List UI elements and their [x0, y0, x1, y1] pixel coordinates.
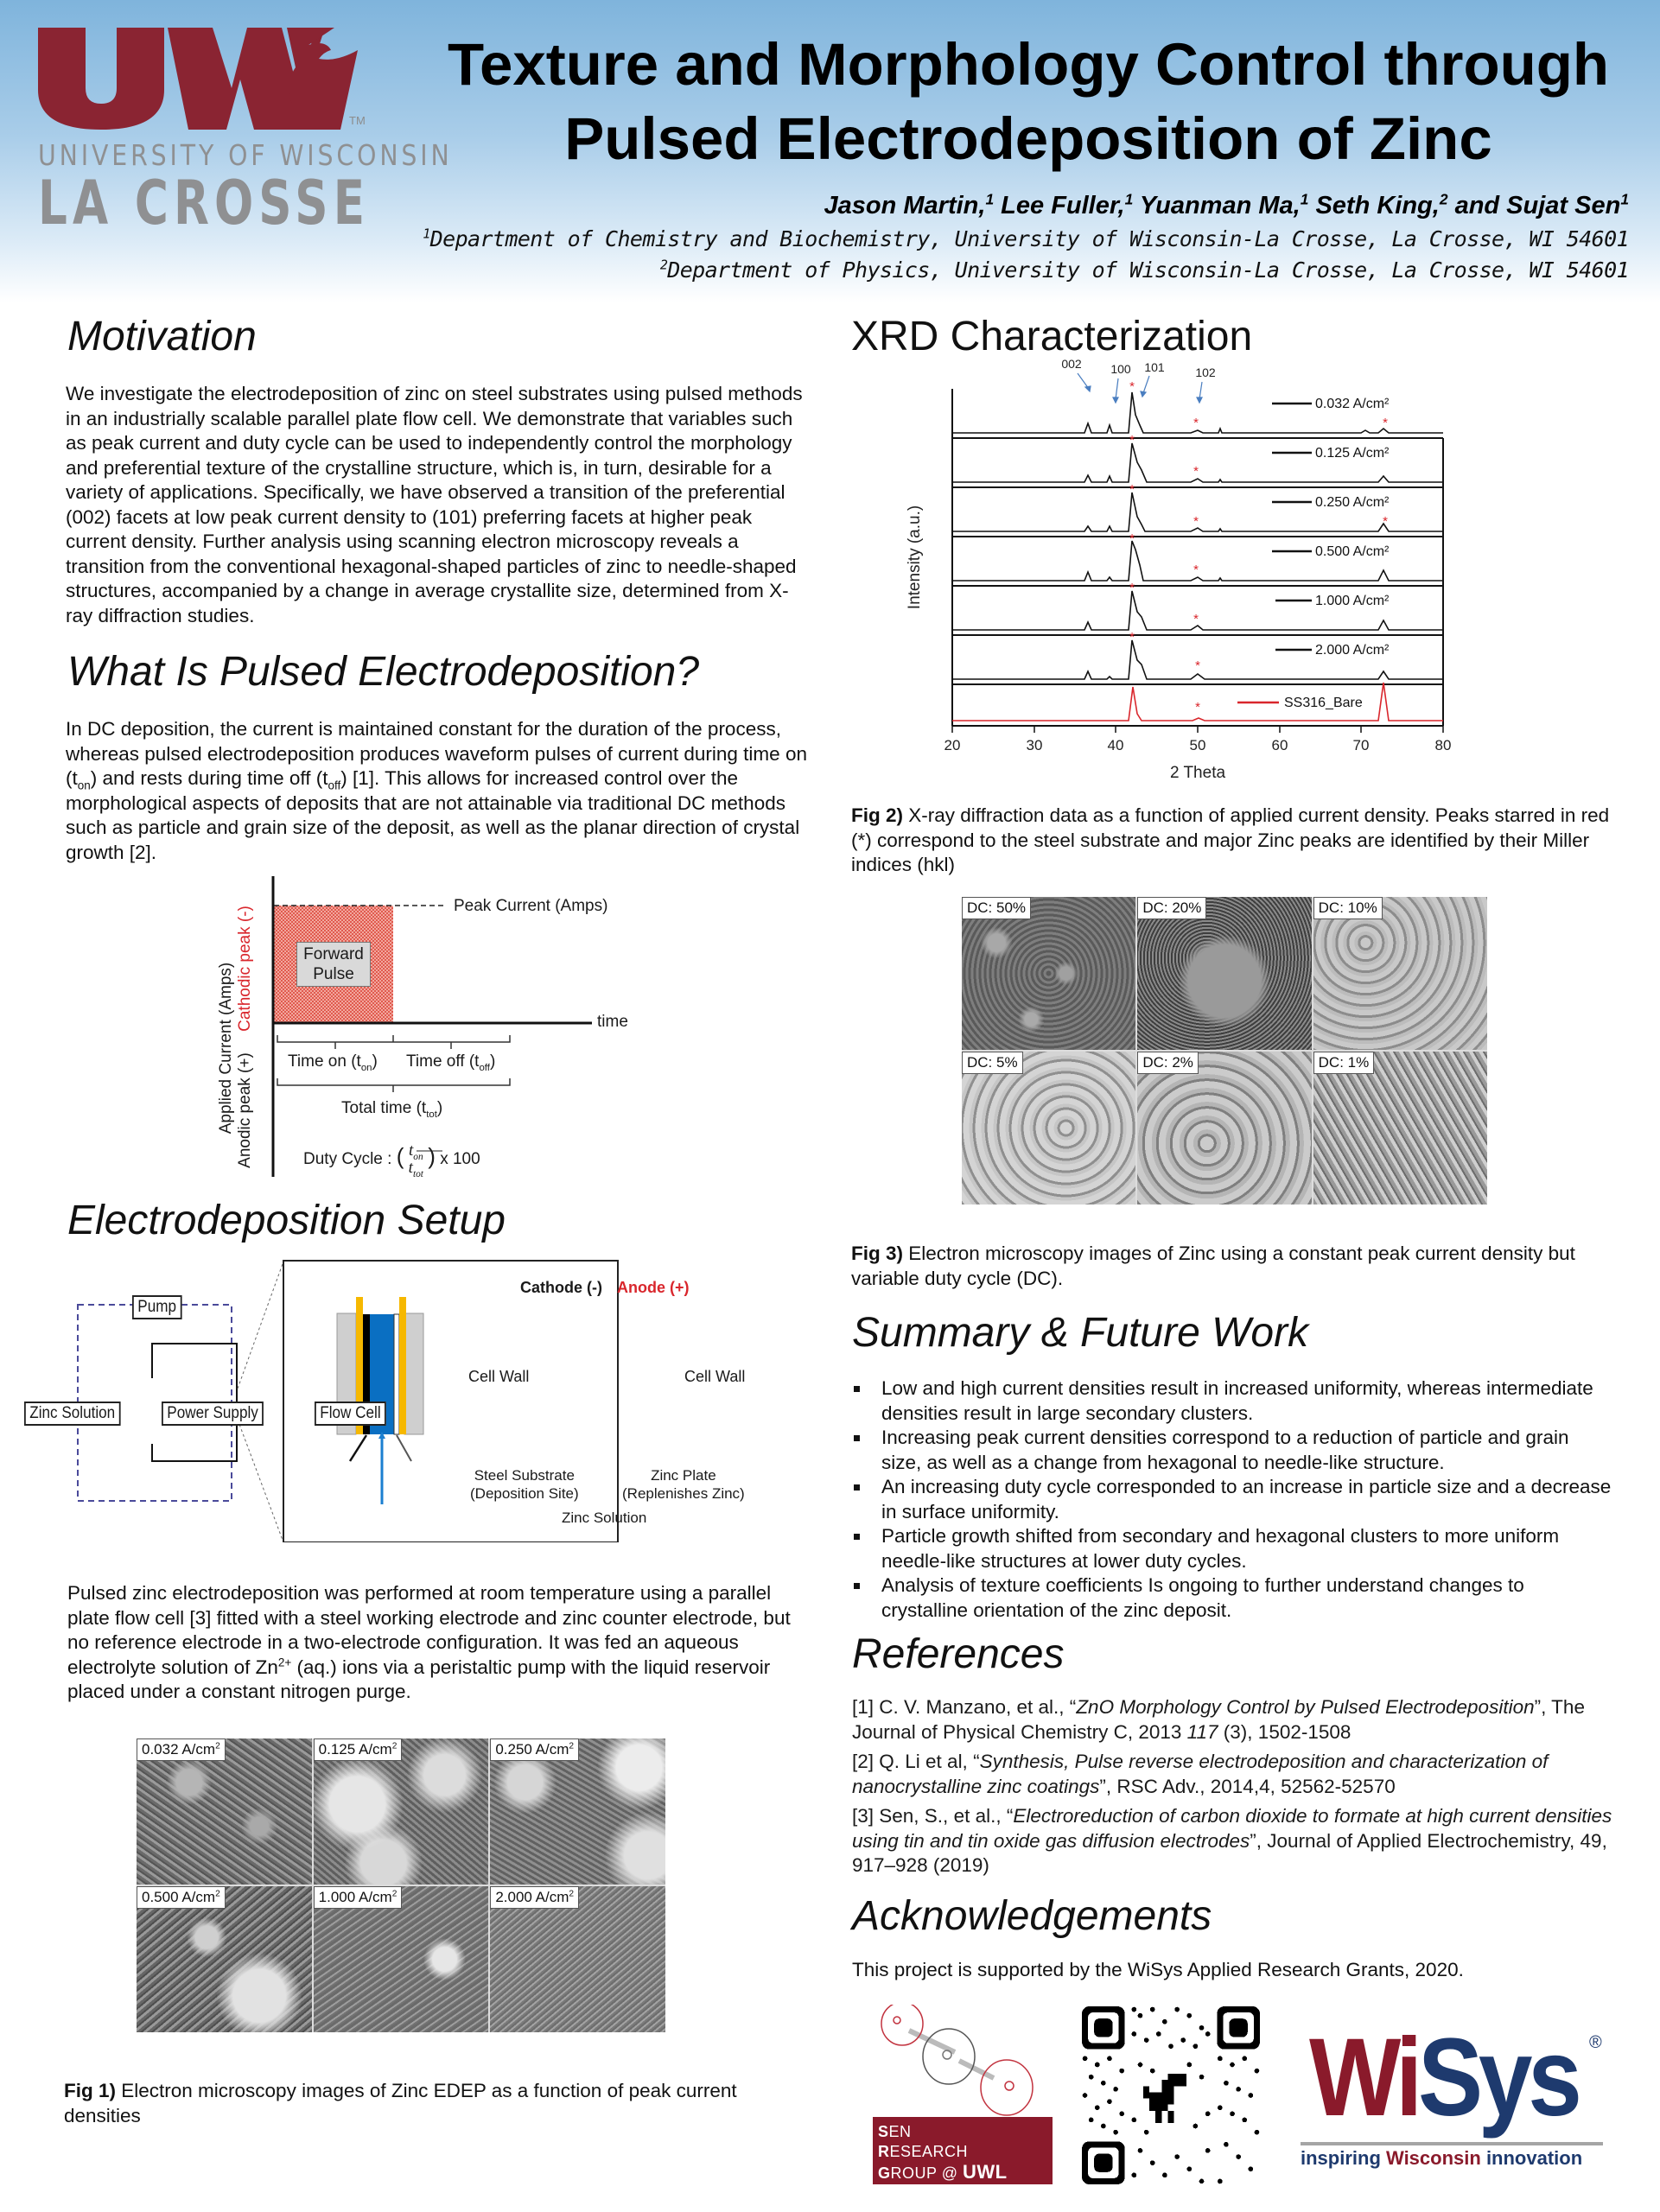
setup-body: Pulsed zinc electrodeposition was performed at room temperature using a parallel plate flow cell [3] fitted with a steel working electrode and zinc counter electrode, but no reference electrode in a two-electrode configuration. It was fed an aqueous electrolyte solution of $Zn^{2+}$ (aq.) ions via a peristaltic pump with the liquid reservoir placed under a constant nitrogen purge. [67, 1582, 791, 1702]
sem-image [314, 1886, 489, 2032]
zinc-solution-flow-label: Zinc Solution [562, 1510, 647, 1526]
svg-text:*: * [1195, 700, 1200, 715]
sem-label: 0.125 $A/cm^2$ [314, 1738, 403, 1761]
summary-list [852, 1376, 1612, 1623]
svg-text:*: * [1195, 658, 1200, 673]
sem-label: DC: 10% [1313, 897, 1383, 919]
x-tick-70: 70 [1352, 737, 1370, 753]
svg-text:2 Theta: 2 Theta [1169, 764, 1226, 782]
svg-text:*: * [1193, 612, 1199, 626]
summary-item: Increasing peak current densities correspond to a reduction of particle and grain size, as well as a change from hexagonal to needle-like structure. [852, 1426, 1612, 1475]
setup-heading: Electrodeposition Setup [67, 1198, 506, 1243]
xrd-heading: XRD Characterization [851, 314, 1253, 359]
anodic-peak-label: Anodic peak (+) [236, 1052, 254, 1168]
cell-wall-left-label: Cell Wall [468, 1368, 530, 1385]
svg-text:*: * [1193, 563, 1199, 577]
cell-wall-right-label: Cell Wall [684, 1368, 746, 1385]
sem-image [1137, 1052, 1311, 1205]
sem-label: DC: 2% [1137, 1052, 1199, 1074]
wisys-divider [1301, 2142, 1603, 2145]
sem-image [137, 1738, 312, 1885]
svg-text:1.000 A/cm²: 1.000 A/cm² [1315, 594, 1390, 608]
sem-image [962, 897, 1135, 1050]
peak-current-label: Peak Current (Amps) [454, 897, 608, 915]
sem-image [490, 1886, 665, 2032]
x-tick-80: 80 [1434, 737, 1452, 753]
acknowledgements-heading: Acknowledgements [852, 1893, 1212, 1939]
x-tick-40: 40 [1107, 737, 1124, 753]
fig3-caption: Fig 3) Electron microscopy images of Zinc using a constant peak current density but variable duty cycle (DC). [851, 1243, 1575, 1289]
references-heading: References [852, 1631, 1065, 1677]
summary-heading: Summary & Future Work [852, 1310, 1309, 1356]
wisys-tagline: inspiring Wisconsin innovation [1301, 2147, 1583, 2169]
steel-substrate-label: Steel Substrate (Deposition Site) [470, 1467, 579, 1502]
flow-cell-box: Flow Cell [315, 1402, 386, 1426]
sem-label: DC: 1% [1313, 1052, 1375, 1074]
x-tick-60: 60 [1271, 737, 1288, 753]
sem-image [1137, 897, 1311, 1050]
xrd-plot [899, 354, 1469, 795]
wisys-logo [1301, 2018, 1607, 2182]
sem-label: 2.000 $A/cm^2$ [490, 1886, 579, 1909]
sen-research-group-logo: SEN RESEARCH GROUP @ UWL [873, 2117, 1053, 2184]
affiliation-2: $^2$Department of Physics, University of Wisconsin-La Crosse, La Crosse, WI 54601 [659, 257, 1629, 283]
fig2-caption: Fig 2) X-ray diffraction data as a function of applied current density. Peaks starred in red (*) correspond to the steel substrate and major Zinc peaks are identified by their Miller indices (hkl) [851, 804, 1610, 875]
acknowledgements-body: This project is supported by the WiSys Applied Research Grants, 2020. [852, 1959, 1464, 1980]
svg-text:*: * [1129, 379, 1135, 394]
summary-item: An increasing duty cycle corresponded to an increase in particle size and a decrease in surface uniformity. [852, 1475, 1612, 1524]
zinc-plate-label: Zinc Plate (Replenishes Zinc) [622, 1467, 745, 1502]
flow-cell-setup-diagram [17, 1257, 795, 1542]
svg-text:102: 102 [1195, 365, 1216, 379]
summary-item: Low and high current densities result in increased uniformity, whereas intermediate densities result in large secondary clusters. [852, 1376, 1612, 1426]
svg-text:101: 101 [1144, 360, 1165, 374]
svg-text:*: * [1383, 514, 1388, 529]
svg-text:*: * [1129, 581, 1135, 595]
motivation-body: We investigate the electrodeposition of zinc on steel substrates using pulsed methods in an industrially scalable parallel plate flow cell. We demonstrate that variables such as peak current and duty cycle can be used to independently control the morphology and preferential texture of the crystalline structure, which is, in turn, desirable for a variety of applications. Specifically, we have observed a transition of the preferential (002) facets at low peak current density to (101) preferring facets at higher peak current density. Further analysis using scanning electron microscopy reveals a transition from the conventional hexagonal-shaped particles of zinc to needle-shaped structures, accompanied by a change in average crystallite size, determined from X-ray diffraction studies. [66, 383, 803, 626]
trademark: TM [349, 114, 366, 127]
sem-label: DC: 5% [962, 1052, 1023, 1074]
svg-text:*: * [1129, 531, 1135, 546]
title-line-1: Texture and Morphology Control through [447, 31, 1610, 98]
svg-text:2.000 A/cm²: 2.000 A/cm² [1315, 643, 1390, 658]
sem-label: DC: 50% [962, 897, 1031, 919]
summary-item: Particle growth shifted from secondary and hexagonal clusters to more uniform needle-like structures at lower duty cycles. [852, 1524, 1612, 1573]
poster-title [415, 28, 1642, 176]
uwl-logo-mark-icon [38, 28, 358, 130]
svg-text:100: 100 [1110, 362, 1131, 376]
sem-label: 0.250 $A/cm^2$ [490, 1738, 579, 1761]
fig3-sem-grid [962, 897, 1487, 1205]
pulsed-heading: What Is Pulsed Electrodeposition? [67, 649, 700, 695]
svg-text:0.125 A/cm²: 0.125 A/cm² [1315, 446, 1390, 461]
logo-university-text: UNIVERSITY OF WISCONSIN [38, 138, 453, 172]
duty-cycle-formula: Duty Cycle : ( $t_{on}$ $t_{tot}$ ) x 100 [303, 1141, 480, 1179]
svg-text:Intensity (a.u.): Intensity (a.u.) [906, 505, 924, 610]
title-line-2: Pulsed Electrodeposition of Zinc [564, 105, 1492, 172]
fig1-caption: Fig 1) Electron microscopy images of Zinc EDEP as a function of peak current densities [64, 2080, 737, 2126]
total-time-label: Total time $(t_{tot})$ [341, 1099, 443, 1120]
pump-box: Pump [132, 1295, 181, 1319]
svg-text:SS316_Bare: SS316_Bare [1284, 696, 1363, 710]
sem-image [137, 1886, 312, 2032]
motivation-heading: Motivation [67, 314, 257, 359]
power-supply-box: Power Supply [162, 1402, 264, 1426]
qr-code-icon[interactable] [1082, 2006, 1260, 2184]
sem-image [490, 1738, 665, 1885]
x-tick-30: 30 [1026, 737, 1043, 753]
cathode-label: Cathode (-) [520, 1279, 602, 1296]
sem-label: DC: 20% [1137, 897, 1206, 919]
sem-label: 1.000 $A/cm^2$ [314, 1886, 403, 1909]
poster-header [0, 0, 1660, 302]
svg-text:*: * [1193, 464, 1199, 479]
pulsed-body: In DC deposition, the current is maintained constant for the duration of the process, whereas pulsed electrodeposition produces waveform pulses of current during time on $(t_{on})$ and rests during time off $(t_{off})$ [1]. This allows for increased control over the morphological aspects of deposits that are not attainable via traditional DC methods such as particle and grain size of the deposit, as well as the planar direction of crystal growth [2]. [66, 718, 807, 863]
svg-text:0.500 A/cm²: 0.500 A/cm² [1315, 544, 1390, 559]
svg-text:*: * [1129, 482, 1135, 497]
svg-text:*: * [1193, 514, 1199, 529]
fig1-sem-grid [137, 1738, 665, 2032]
registered-mark: ® [1589, 2033, 1602, 2052]
svg-text:*: * [1129, 630, 1135, 645]
svg-text:002: 002 [1061, 357, 1082, 371]
reference-item: [1] C. V. Manzano, et al., “ZnO Morphology Control by Pulsed Electrodeposition”, The Journal of Physical Chemistry C, 2013 117 (3), 1502-1508 [852, 1696, 1585, 1743]
time-axis-label: time [597, 1013, 628, 1031]
applied-current-axis-label: Applied Current (Amps) [217, 962, 235, 1135]
svg-text:*: * [1193, 416, 1199, 430]
svg-text:0.032 A/cm²: 0.032 A/cm² [1315, 397, 1390, 411]
reference-item: [2] Q. Li et al, “Synthesis, Pulse reverse electrodeposition and characterization of nanocrystalline zinc coatings”, RSC Adv., 2014,4, 52562-52570 [852, 1751, 1549, 1797]
logo-lacrosse-text: LA CROSSE [38, 168, 371, 238]
sem-image [1313, 1052, 1487, 1205]
sem-image [314, 1738, 489, 1885]
reference-list [852, 1695, 1612, 1884]
pulse-waveform-diagram [194, 873, 678, 1192]
svg-text:*: * [1383, 416, 1388, 430]
cathodic-peak-label: Cathodic peak (-) [236, 906, 254, 1032]
xrd-chart [899, 354, 1469, 795]
sem-label: 0.500 $A/cm^2$ [137, 1886, 226, 1909]
summary-item: Analysis of texture coefficients Is ongoing to further understand changes to crystalline orientation of the zinc deposit. [852, 1573, 1612, 1623]
x-tick-50: 50 [1189, 737, 1206, 753]
reference-item: [3] Sen, S., et al., “Electroreduction of carbon dioxide to formate at high current densities using tin and tin oxide gas diffusion electrodes”, Journal of Applied Electrochemistry, 49, 917–928 (2019) [852, 1805, 1612, 1876]
affiliation-1: $^1$Department of Chemistry and Biochemistry, University of Wisconsin-La Crosse, La Crosse, WI 54601 [423, 226, 1629, 251]
anode-label: Anode (+) [617, 1279, 690, 1296]
molecule-logo-icon [873, 2005, 1054, 2117]
svg-text:0.250 A/cm²: 0.250 A/cm² [1315, 495, 1390, 510]
time-on-label: Time on $(t_{on})$ [288, 1052, 378, 1073]
forward-pulse-box: Forward Pulse [296, 942, 371, 987]
svg-text:*: * [1129, 433, 1135, 448]
zinc-solution-box: Zinc Solution [24, 1402, 120, 1426]
sem-label: 0.032 $A/cm^2$ [137, 1738, 226, 1761]
author-list: Jason Martin,$^1$ Lee Fuller,$^1$ Yuanman Ma,$^1$ Seth King,$^2$ and Sujat Sen$^1$ [824, 190, 1629, 219]
x-tick-20: 20 [944, 737, 961, 753]
time-off-label: Time off $(t_{off})$ [406, 1052, 496, 1073]
wisys-wordmark: WiSys [1309, 2016, 1578, 2139]
sem-image [1313, 897, 1487, 1050]
sem-image [962, 1052, 1135, 1205]
